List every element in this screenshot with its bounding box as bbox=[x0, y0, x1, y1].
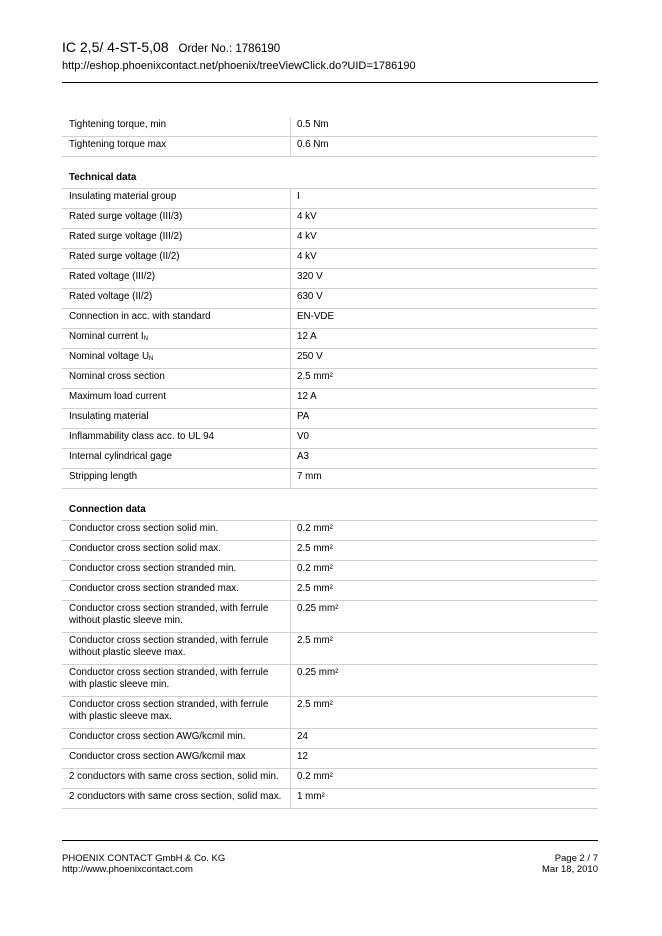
row-label bbox=[62, 209, 290, 228]
row-label bbox=[62, 749, 290, 768]
technical-rows bbox=[62, 189, 598, 489]
row-value: 250 V bbox=[290, 349, 598, 368]
row-value: 2.5 mm² bbox=[290, 697, 598, 728]
row-label bbox=[62, 541, 290, 560]
order-info bbox=[179, 43, 281, 55]
row-label-text: Conductor cross section stranded max. bbox=[69, 583, 239, 594]
row-label bbox=[62, 349, 290, 368]
top-rows bbox=[62, 117, 598, 157]
row-label-text: Maximum load current bbox=[69, 391, 166, 402]
row-value: 24 bbox=[290, 729, 598, 748]
row-label bbox=[62, 249, 290, 268]
row-value: A3 bbox=[290, 449, 598, 468]
row-value: 630 V bbox=[290, 289, 598, 308]
row-label bbox=[62, 137, 290, 156]
footer-page: Page 2 / 7 bbox=[554, 853, 598, 864]
row-label-text: Conductor cross section stranded, with ferrule without plastic sleeve min. bbox=[69, 603, 269, 626]
table-row bbox=[62, 469, 598, 489]
row-label bbox=[62, 601, 290, 632]
header-divider bbox=[62, 82, 598, 83]
table-row bbox=[62, 665, 598, 697]
row-value: 320 V bbox=[290, 269, 598, 288]
row-value: V0 bbox=[290, 429, 598, 448]
row-label-text: Connection in acc. with standard bbox=[69, 311, 211, 322]
table-row bbox=[62, 137, 598, 157]
table-row bbox=[62, 729, 598, 749]
row-label-text: Conductor cross section stranded, with ferrule without plastic sleeve max. bbox=[69, 635, 269, 658]
row-label bbox=[62, 369, 290, 388]
table-row bbox=[62, 429, 598, 449]
table-row bbox=[62, 541, 598, 561]
table-row bbox=[62, 249, 598, 269]
row-value: 0.25 mm² bbox=[290, 601, 598, 632]
row-value: 12 A bbox=[290, 389, 598, 408]
row-label-text: Conductor cross section stranded, with ferrule with plastic sleeve max. bbox=[69, 699, 269, 722]
table-row bbox=[62, 117, 598, 137]
row-label bbox=[62, 189, 290, 208]
row-value: 2.5 mm² bbox=[290, 581, 598, 600]
row-label bbox=[62, 697, 290, 728]
table-row bbox=[62, 349, 598, 369]
row-value: 7 mm bbox=[290, 469, 598, 488]
table-row bbox=[62, 581, 598, 601]
row-label-subscript: N bbox=[143, 336, 148, 342]
spec-table bbox=[62, 117, 598, 809]
row-label-text: Conductor cross section AWG/kcmil min. bbox=[69, 731, 246, 742]
row-value: 0.6 Nm bbox=[290, 137, 598, 156]
row-label-text: Internal cylindrical gage bbox=[69, 451, 172, 462]
row-label-text: Rated surge voltage (III/3) bbox=[69, 211, 183, 222]
row-label-text: Rated voltage (II/2) bbox=[69, 291, 153, 302]
row-label bbox=[62, 561, 290, 580]
table-row bbox=[62, 209, 598, 229]
row-label bbox=[62, 521, 290, 540]
row-label bbox=[62, 665, 290, 696]
row-value: 2.5 mm² bbox=[290, 369, 598, 388]
row-label-text: Stripping length bbox=[69, 471, 138, 482]
row-label bbox=[62, 581, 290, 600]
row-label bbox=[62, 269, 290, 288]
order-number: 1786190 bbox=[235, 43, 281, 55]
title-line bbox=[62, 38, 598, 58]
row-value: I bbox=[290, 189, 598, 208]
connection-rows bbox=[62, 521, 598, 809]
row-label-text: Conductor cross section solid max. bbox=[69, 543, 221, 554]
row-value: 0.25 mm² bbox=[290, 665, 598, 696]
page-header bbox=[62, 38, 598, 73]
table-row bbox=[62, 521, 598, 541]
table-row bbox=[62, 229, 598, 249]
row-label bbox=[62, 409, 290, 428]
row-label bbox=[62, 449, 290, 468]
row-label-text: Rated surge voltage (II/2) bbox=[69, 251, 180, 262]
row-label-text: Rated surge voltage (III/2) bbox=[69, 231, 183, 242]
product-url[interactable]: http://eshop.phoenixcontact.net/phoenix/treeViewClick.do?UID=1786190 bbox=[62, 60, 416, 72]
row-value: 4 kV bbox=[290, 209, 598, 228]
table-row bbox=[62, 769, 598, 789]
row-value: 0.2 mm² bbox=[290, 561, 598, 580]
table-row bbox=[62, 369, 598, 389]
row-label bbox=[62, 389, 290, 408]
table-row bbox=[62, 409, 598, 429]
table-row bbox=[62, 329, 598, 349]
row-label-text: Conductor cross section AWG/kcmil max bbox=[69, 751, 246, 762]
footer-date: Mar 18, 2010 bbox=[542, 864, 598, 875]
row-label bbox=[62, 329, 290, 348]
row-label bbox=[62, 769, 290, 788]
table-row bbox=[62, 389, 598, 409]
table-row bbox=[62, 309, 598, 329]
section-title-technical: Technical data bbox=[62, 157, 598, 189]
table-row bbox=[62, 269, 598, 289]
row-value: 4 kV bbox=[290, 249, 598, 268]
row-label-text: Nominal current I bbox=[69, 331, 144, 342]
row-label bbox=[62, 229, 290, 248]
row-label-text: Conductor cross section solid min. bbox=[69, 523, 219, 534]
row-value: 2.5 mm² bbox=[290, 541, 598, 560]
row-label-text: Insulating material bbox=[69, 411, 149, 422]
section-title-connection: Connection data bbox=[62, 489, 598, 521]
row-value: 0.2 mm² bbox=[290, 521, 598, 540]
table-row bbox=[62, 561, 598, 581]
order-label: Order No.: bbox=[178, 43, 233, 55]
row-label-text: Nominal cross section bbox=[69, 371, 165, 382]
row-value: 0.5 Nm bbox=[290, 117, 598, 136]
row-label-text: Inflammability class acc. to UL 94 bbox=[69, 431, 215, 442]
row-label bbox=[62, 429, 290, 448]
footer-website[interactable]: http://www.phoenixcontact.com bbox=[62, 864, 193, 875]
table-row bbox=[62, 449, 598, 469]
footer-divider bbox=[62, 840, 598, 841]
table-row bbox=[62, 633, 598, 665]
table-row bbox=[62, 289, 598, 309]
row-value: 12 bbox=[290, 749, 598, 768]
row-label-text: Nominal voltage U bbox=[69, 351, 150, 362]
product-title: IC 2,5/ 4-ST-5,08 bbox=[62, 39, 169, 55]
table-row bbox=[62, 697, 598, 729]
row-label bbox=[62, 633, 290, 664]
row-label bbox=[62, 309, 290, 328]
row-value: EN-VDE bbox=[290, 309, 598, 328]
row-label bbox=[62, 469, 290, 488]
footer-company: PHOENIX CONTACT GmbH & Co. KG bbox=[62, 853, 226, 864]
row-label-subscript: N bbox=[149, 356, 154, 362]
row-label bbox=[62, 729, 290, 748]
row-value: 12 A bbox=[290, 329, 598, 348]
row-label-text: Rated voltage (III/2) bbox=[69, 271, 156, 282]
row-label-text: 2 conductors with same cross section, solid max. bbox=[69, 791, 282, 802]
row-label-text: Conductor cross section stranded, with ferrule with plastic sleeve min. bbox=[69, 667, 269, 690]
row-value: 4 kV bbox=[290, 229, 598, 248]
row-label-text: 2 conductors with same cross section, solid min. bbox=[69, 771, 279, 782]
table-row bbox=[62, 601, 598, 633]
row-label-text: Tightening torque, min bbox=[69, 119, 167, 130]
row-label bbox=[62, 789, 290, 808]
row-label-text: Tightening torque max bbox=[69, 139, 167, 150]
table-row bbox=[62, 749, 598, 769]
row-label-text: Conductor cross section stranded min. bbox=[69, 563, 237, 574]
row-value: 2.5 mm² bbox=[290, 633, 598, 664]
row-value: 1 mm² bbox=[290, 789, 598, 808]
row-label-text: Insulating material group bbox=[69, 191, 177, 202]
row-label bbox=[62, 117, 290, 136]
row-label bbox=[62, 289, 290, 308]
row-value: PA bbox=[290, 409, 598, 428]
table-row bbox=[62, 189, 598, 209]
table-row bbox=[62, 789, 598, 809]
row-value: 0.2 mm² bbox=[290, 769, 598, 788]
